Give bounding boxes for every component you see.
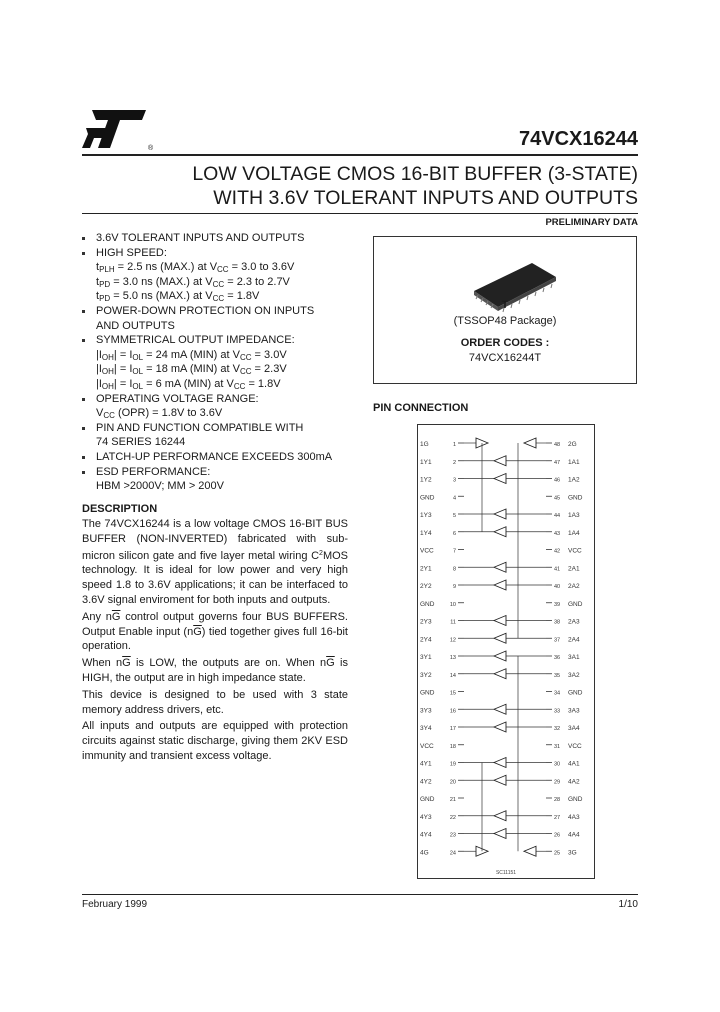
pin-number-right: 38 <box>554 619 561 626</box>
pin-number-right: 46 <box>554 477 561 484</box>
pin-label-right: 1A4 <box>568 529 580 537</box>
pin-label-left: 2Y3 <box>420 618 432 626</box>
pin-number-left: 7 <box>452 548 456 555</box>
title-line-1: LOW VOLTAGE CMOS 16-BIT BUFFER (3-STATE) <box>192 163 638 185</box>
pin-number-right: 39 <box>554 601 561 608</box>
feature-item: ESD PERFORMANCE: <box>82 465 357 480</box>
pin-label-right: 2A1 <box>568 565 580 573</box>
footer-rule <box>82 894 638 895</box>
pin-label-right: GND <box>568 600 583 608</box>
pin-label-left: VCC <box>420 742 434 750</box>
pin-number-right: 40 <box>554 584 561 590</box>
buffer-symbol <box>494 616 506 626</box>
pin-number-left: 16 <box>449 708 456 715</box>
feature-detail: $t_{PD} = 5.0$ ns (MAX.) at $V_{CC} = 1.8V$ <box>96 290 260 304</box>
features-list <box>82 231 357 494</box>
pin-label-right: 1A3 <box>568 512 580 519</box>
pin-number-left: 17 <box>449 726 456 732</box>
pin-label-right: 2G <box>568 441 577 448</box>
pin-number-left: 13 <box>449 655 456 661</box>
pin-number-left: 15 <box>449 690 456 697</box>
pin-number-left: 19 <box>449 761 456 768</box>
pin-number-left: 11 <box>450 619 456 626</box>
order-code: 74VCX16244T <box>468 352 542 364</box>
feature-item: POWER-DOWN PROTECTION ON INPUTS <box>82 304 357 319</box>
pin-label-right: 4A4 <box>568 831 580 839</box>
buffer-symbol <box>494 474 506 484</box>
footer-page: 1/10 <box>618 899 638 910</box>
pin-label-right: 2A2 <box>568 583 580 590</box>
pin-label-right: 3A4 <box>568 725 580 732</box>
pin-connection-diagram <box>417 424 595 879</box>
pin-number-right: 32 <box>554 726 561 732</box>
buffer-symbol <box>494 580 506 590</box>
buffer-symbol <box>494 758 506 768</box>
pin-number-left: 9 <box>452 584 456 590</box>
pin-number-right: 27 <box>554 814 561 821</box>
pin-number-left: 20 <box>449 779 456 786</box>
pin-label-left: 3Y2 <box>420 671 432 679</box>
pin-label-right: GND <box>568 689 583 697</box>
package-box <box>373 236 637 384</box>
pin-label-right: 2A4 <box>568 636 580 644</box>
pin-number-left: 21 <box>449 797 456 803</box>
pin-number-right: 31 <box>554 743 561 750</box>
pin-label-right: 1A2 <box>568 476 580 484</box>
pin-number-left: 22 <box>449 814 456 821</box>
buffer-symbol <box>494 633 506 643</box>
pin-label-right: 3G <box>568 849 577 857</box>
buffer-symbol <box>494 509 506 519</box>
pin-number-left: 14 <box>449 672 456 679</box>
feature-detail: $|I_{OH}| = I_{OL} = 18$ mA (MIN) at $V_{CC} = 2.3V$ <box>96 363 287 377</box>
buffer-symbol <box>494 651 506 661</box>
header-rule-top <box>82 154 638 156</box>
pin-label-left: 2Y2 <box>420 583 432 590</box>
feature-detail: HBM >2000V; MM > 200V <box>96 480 224 493</box>
pin-number-right: 34 <box>554 690 561 697</box>
pin-label-right: GND <box>568 494 583 502</box>
description-paragraph: Any $n\overline{G}$ control output governs four BUS BUFFERS. Output Enable input $(n\overline{G})$ tied together gives full 16-bit operation. <box>82 610 348 653</box>
buffer-symbol <box>494 562 506 572</box>
pin-label-left: 4Y2 <box>420 778 432 786</box>
st-logo <box>80 104 156 156</box>
description-paragraph: When $n\overline{G}$ is LOW, the outputs are on. When $n\overline{G}$ is HIGH, the output are in high impedance state. <box>82 657 348 684</box>
description-body <box>82 517 348 766</box>
feature-item: SYMMETRICAL OUTPUT IMPEDANCE: <box>82 333 357 348</box>
footer-date: February 1999 <box>82 899 148 910</box>
bullet-icon <box>82 252 85 255</box>
pin-label-left: 4G <box>420 849 429 857</box>
pin-label-left: VCC <box>420 547 434 555</box>
buffer-symbol <box>494 775 506 785</box>
bullet-icon <box>82 427 85 430</box>
header-rule-bottom <box>82 213 638 214</box>
pin-label-left: 1G <box>420 441 429 448</box>
pin-label-left: 3Y4 <box>420 725 432 732</box>
bullet-icon <box>82 456 85 459</box>
feature-detail: AND OUTPUTS <box>96 319 175 332</box>
buffer-symbol <box>494 811 506 821</box>
pin-label-left: GND <box>420 689 435 697</box>
pin-number-right: 45 <box>554 495 561 502</box>
pin-label-right: 4A3 <box>568 813 580 821</box>
order-codes-label: ORDER CODES : <box>460 337 550 349</box>
pin-number-right: 44 <box>554 513 561 519</box>
description-paragraph: All inputs and outputs are equipped with protection circuits against static discharge, giving them 2KV ESD immunity and transient excess voltage. <box>82 720 348 762</box>
pin-label-left: 2Y1 <box>420 565 432 573</box>
pin-number-right: 48 <box>554 442 561 448</box>
package-name: (TSSOP48 Package) <box>453 315 557 327</box>
bullet-icon <box>82 310 85 313</box>
part-number: 74VCX16244 <box>519 128 638 150</box>
pin-number-right: 25 <box>554 850 561 857</box>
pin-label-right: 3A1 <box>568 654 580 661</box>
pin-number-right: 26 <box>554 832 561 839</box>
pin-number-left: 18 <box>449 743 456 750</box>
pin-label-left: 4Y1 <box>420 760 432 768</box>
feature-item: 3.6V TOLERANT INPUTS AND OUTPUTS <box>82 231 357 246</box>
pin-number-right: 41 <box>554 566 561 573</box>
preliminary-label: PRELIMINARY DATA <box>545 217 638 228</box>
pin-number-right: 47 <box>554 459 561 466</box>
pin-label-left: 3Y3 <box>420 707 432 715</box>
pin-label-left: 1Y2 <box>420 476 432 484</box>
buffer-symbol <box>494 704 506 714</box>
pin-label-right: 3A2 <box>568 671 580 679</box>
pin-label-left: GND <box>420 600 435 608</box>
pin-number-left: 12 <box>449 637 456 644</box>
pin-label-left: GND <box>420 494 435 502</box>
feature-detail: $t_{PD} = 3.0$ ns (MAX.) at $V_{CC} = 2.3$ to 2.7V <box>96 275 290 289</box>
feature-detail: $|I_{OH}| = I_{OL} = 6$ mA (MIN) at $V_{CC} = 1.8V$ <box>96 377 281 391</box>
feature-detail: $V_{CC}$ (OPR) = 1.8V to 3.6V <box>96 407 223 421</box>
pin-label-left: 4Y4 <box>420 831 432 839</box>
pin-number-left: 5 <box>452 513 456 519</box>
pin-label-right: 3A3 <box>568 707 580 715</box>
enable-buffer-symbol <box>524 846 536 856</box>
feature-item: HIGH SPEED: <box>82 246 357 261</box>
pin-number-left: 3 <box>452 477 456 484</box>
pin-number-left: 1 <box>452 442 456 448</box>
description-paragraph: This device is designed to be used with 3 state memory address drivers, etc. <box>82 688 348 716</box>
package-code-letter: T <box>501 299 509 311</box>
bullet-icon <box>82 237 85 240</box>
pin-label-right: 1A1 <box>568 458 580 466</box>
enable-buffer-symbol <box>524 438 536 448</box>
title-line-2: WITH 3.6V TOLERANT INPUTS AND OUTPUTS <box>213 187 638 209</box>
pin-number-left: 10 <box>449 601 456 608</box>
feature-detail: $t_{PLH} = 2.5$ ns (MAX.) at $V_{CC} = 3.0$ to 3.6V <box>96 261 295 275</box>
pin-label-right: 4A1 <box>568 760 580 768</box>
buffer-symbol <box>494 669 506 679</box>
pin-number-right: 30 <box>554 761 561 768</box>
feature-item: PIN AND FUNCTION COMPATIBLE WITH <box>82 421 357 436</box>
pin-connection-heading: PIN CONNECTION <box>373 402 469 414</box>
pin-label-right: 4A2 <box>568 778 580 786</box>
description-heading: DESCRIPTION <box>82 503 158 515</box>
feature-item: OPERATING VOLTAGE RANGE: <box>82 392 357 407</box>
buffer-symbol <box>494 722 506 732</box>
description-paragraph: The 74VCX16244 is a low voltage CMOS 16-BIT BUS BUFFER (NON-INVERTED) fabricated with sub-micron silicon gate and five layer metal wiring $C^2MOS$ technology. It is ideal for low power and very high speed 1.8 to 3.6V applications; it can be interfaced to 3.6V signal enviroment for both inputs and outputs. <box>82 518 348 606</box>
pin-label-left: 4Y3 <box>420 813 432 821</box>
pin-label-left: 1Y1 <box>420 458 432 466</box>
pin-label-right: VCC <box>568 742 582 750</box>
buffer-symbol <box>494 456 506 466</box>
pin-label-left: 1Y4 <box>420 529 432 537</box>
bullet-icon <box>82 471 85 474</box>
bullet-icon <box>82 398 85 401</box>
pin-number-right: 35 <box>554 672 561 679</box>
pin-number-left: 24 <box>449 850 456 857</box>
feature-item: LATCH-UP PERFORMANCE EXCEEDS 300mA <box>82 450 357 465</box>
pin-label-left: GND <box>420 796 435 803</box>
feature-detail: 74 SERIES 16244 <box>96 436 186 449</box>
pin-number-right: 43 <box>554 530 561 537</box>
pin-number-right: 36 <box>554 655 561 661</box>
buffer-symbol <box>494 829 506 839</box>
pin-number-right: 42 <box>554 548 561 555</box>
svg-text:®: ® <box>148 145 154 152</box>
pin-number-left: 6 <box>452 530 456 537</box>
bullet-icon <box>82 339 85 342</box>
pin-label-right: 2A3 <box>568 618 580 626</box>
pin-label-right: GND <box>568 796 583 803</box>
pin-number-right: 33 <box>554 708 561 715</box>
pin-number-left: 4 <box>452 495 456 502</box>
pin-label-left: 2Y4 <box>420 636 432 644</box>
pin-label-right: VCC <box>568 547 582 555</box>
buffer-symbol <box>494 527 506 537</box>
pin-number-right: 29 <box>554 779 561 786</box>
pin-number-left: 8 <box>452 566 456 573</box>
pin-number-left: 23 <box>449 832 456 839</box>
feature-detail: $|I_{OH}| = I_{OL} = 24$ mA (MIN) at $V_{CC} = 3.0V$ <box>96 348 287 362</box>
pin-number-right: 37 <box>554 637 561 644</box>
pin-number-right: 28 <box>554 797 561 803</box>
pin-label-left: 3Y1 <box>420 654 432 661</box>
pin-label-left: 1Y3 <box>420 512 432 519</box>
pin-number-left: 2 <box>452 459 456 466</box>
figure-id: SC11151 <box>495 870 517 876</box>
